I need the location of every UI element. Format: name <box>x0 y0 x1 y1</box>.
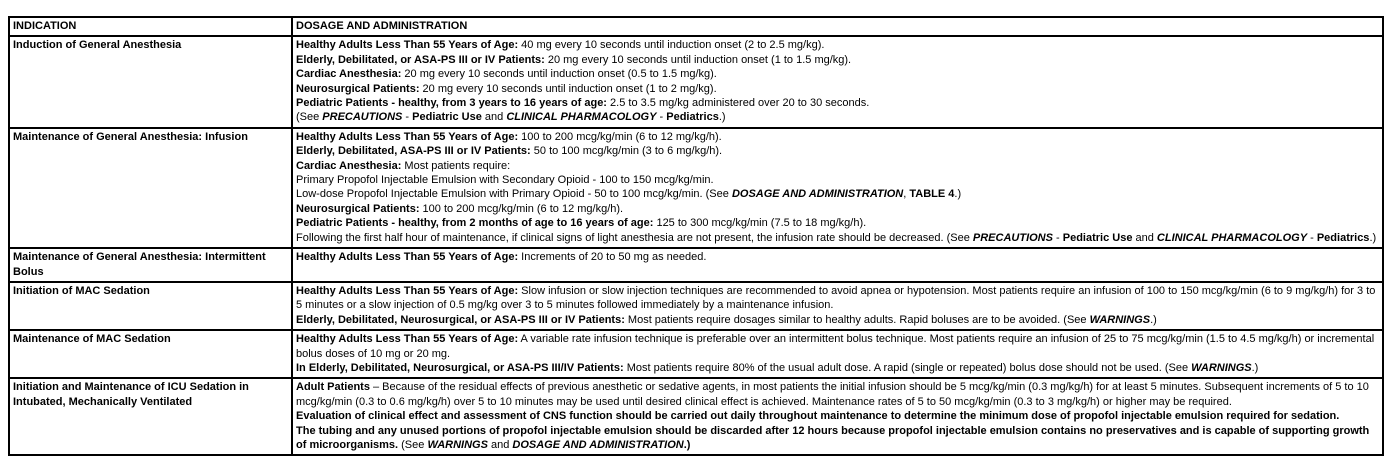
dosage-paragraph: Healthy Adults Less Than 55 Years of Age: 40 mg every 10 seconds until induction onset (2 to 2.5 mg/kg). <box>296 39 825 52</box>
dosage-cell <box>292 282 1383 330</box>
dosage-paragraph: Elderly, Debilitated, ASA-PS III or IV Patients: 50 to 100 mcg/kg/min (3 to 6 mg/kg/h). <box>296 145 723 158</box>
dosage-paragraph: Primary Propofol Injectable Emulsion with Secondary Opioid - 100 to 150 mcg/kg/min. <box>296 174 714 187</box>
dosage-cell <box>292 378 1383 455</box>
dosage-administration-table <box>8 16 1384 456</box>
dosage-paragraph: Healthy Adults Less Than 55 Years of Age: Increments of 20 to 50 mg as needed. <box>296 251 707 264</box>
dosage-paragraph: Low-dose Propofol Injectable Emulsion with Primary Opioid - 50 to 100 mcg/kg/min. (See DOSAGE AND ADMINISTRATION, TABLE 4.) <box>296 188 962 201</box>
dosage-cell <box>292 330 1383 378</box>
table-row <box>9 330 1383 378</box>
dosage-paragraph: Neurosurgical Patients: 20 mg every 10 seconds until induction onset (1 to 2 mg/kg). <box>296 82 717 95</box>
indication-cell: Maintenance of General Anesthesia: Infusion <box>9 128 292 248</box>
indication-cell: Maintenance of MAC Sedation <box>9 330 292 378</box>
dosage-paragraph: Pediatric Patients - healthy, from 2 months of age to 16 years of age: 125 to 300 mcg/kg/min (7.5 to 18 mg/kg/h). <box>296 217 867 230</box>
dosage-paragraph: Healthy Adults Less Than 55 Years of Age: A variable rate infusion technique is preferable over an intermittent bolus technique. Most patients require an infusion of 25 to 75 mcg/kg/min (1.5 to 4.5 mg/kg/h) or incremental bolus doses of 10 mg or 20 mg. <box>296 333 1375 360</box>
header-row <box>9 17 1383 36</box>
table-row <box>9 282 1383 330</box>
dosage-paragraph: Adult Patients – Because of the residual effects of previous anesthetic or sedative agents, in most patients the initial infusion should be 5 mcg/kg/min (0.3 mg/kg/h) for at least 5 minutes. Subsequent increments of 5 to 10 mcg/kg/min (0.3 to 0.6 mg/kg/h) over 5 to 10 minutes may be used until desired clinical effect is achieved. Maintenance rates of 5 to 50 mcg/kg/min (0.3 to 3 mg/kg/h) or higher may be required. <box>296 381 1369 408</box>
dosage-paragraph: Healthy Adults Less Than 55 Years of Age: Slow infusion or slow injection techniques are recommended to avoid apnea or hypotension. Most patients require an infusion of 100 to 150 mcg/kg/min (6 to 9 mg/kg/h) for 3 to 5 minutes or a slow injection of 0.5 mg/kg over 3 to 5 minutes followed immediately by a maintenance infusion. <box>296 284 1376 312</box>
dosage-paragraph: Following the first half hour of maintenance, if clinical signs of light anesthesia are not present, the infusion rate should be decreased. (See PRECAUTIONS - Pediatric Use and CLINICAL PHARMACOLOGY - Pediatrics.) <box>296 231 1377 244</box>
dosage-paragraph: Elderly, Debilitated, Neurosurgical, or ASA-PS III or IV Patients: Most patients require dosages similar to healthy adults. Rapid boluses are to be avoided. (See WARNINGS.) <box>296 313 1157 326</box>
dosage-paragraph: Cardiac Anesthesia: Most patients require: <box>296 159 511 172</box>
dosage-cell <box>292 128 1383 248</box>
table-row <box>9 128 1383 248</box>
table-row <box>9 248 1383 282</box>
indication-cell: Initiation of MAC Sedation <box>9 282 292 330</box>
dosage-paragraph: Neurosurgical Patients: 100 to 200 mcg/kg/min (6 to 12 mg/kg/h). <box>296 202 624 215</box>
dosage-paragraph: Cardiac Anesthesia: 20 mg every 10 seconds until induction onset (0.5 to 1.5 mg/kg). <box>296 68 717 81</box>
table-header <box>9 17 1383 36</box>
table-body <box>9 36 1383 455</box>
indication-cell: Initiation and Maintenance of ICU Sedation in Intubated, Mechanically Ventilated <box>9 378 292 455</box>
dosage-paragraph: Healthy Adults Less Than 55 Years of Age: 100 to 200 mcg/kg/min (6 to 12 mg/kg/h). <box>296 130 722 143</box>
dosage-paragraph: Evaluation of clinical effect and assessment of CNS function should be carried out daily throughout maintenance to determine the minimum dose of propofol injectable emulsion required for sedation. <box>296 410 1340 423</box>
table-row <box>9 36 1383 127</box>
dosage-cell <box>292 36 1383 127</box>
header-indication: INDICATION <box>9 17 292 36</box>
dosage-paragraph: The tubing and any unused portions of propofol injectable emulsion should be discarded after 12 hours because propofol injectable emulsion contains no preservatives and is capable of supporting growth of microorganisms. (See WARNINGS and DOSAGE AND ADMINISTRATION.) <box>296 424 1370 451</box>
dosage-paragraph: In Elderly, Debilitated, Neurosurgical, or ASA-PS III/IV Patients: Most patients require 80% of the usual adult dose. A rapid (single or repeated) bolus dose should not be used. (See WARNINGS.) <box>296 361 1259 374</box>
dosage-paragraph: (See PRECAUTIONS - Pediatric Use and CLINICAL PHARMACOLOGY - Pediatrics.) <box>296 111 726 124</box>
dosage-cell <box>292 248 1383 282</box>
header-dosage: DOSAGE AND ADMINISTRATION <box>292 17 1383 36</box>
indication-cell: Maintenance of General Anesthesia: Intermittent Bolus <box>9 248 292 282</box>
dosage-paragraph: Elderly, Debilitated, or ASA-PS III or IV Patients: 20 mg every 10 seconds until induction onset (1 to 1.5 mg/kg). <box>296 53 852 66</box>
indication-cell: Induction of General Anesthesia <box>9 36 292 127</box>
dosage-paragraph: Pediatric Patients - healthy, from 3 years to 16 years of age: 2.5 to 3.5 mg/kg administered over 20 to 30 seconds. <box>296 97 870 110</box>
table-row <box>9 378 1383 455</box>
